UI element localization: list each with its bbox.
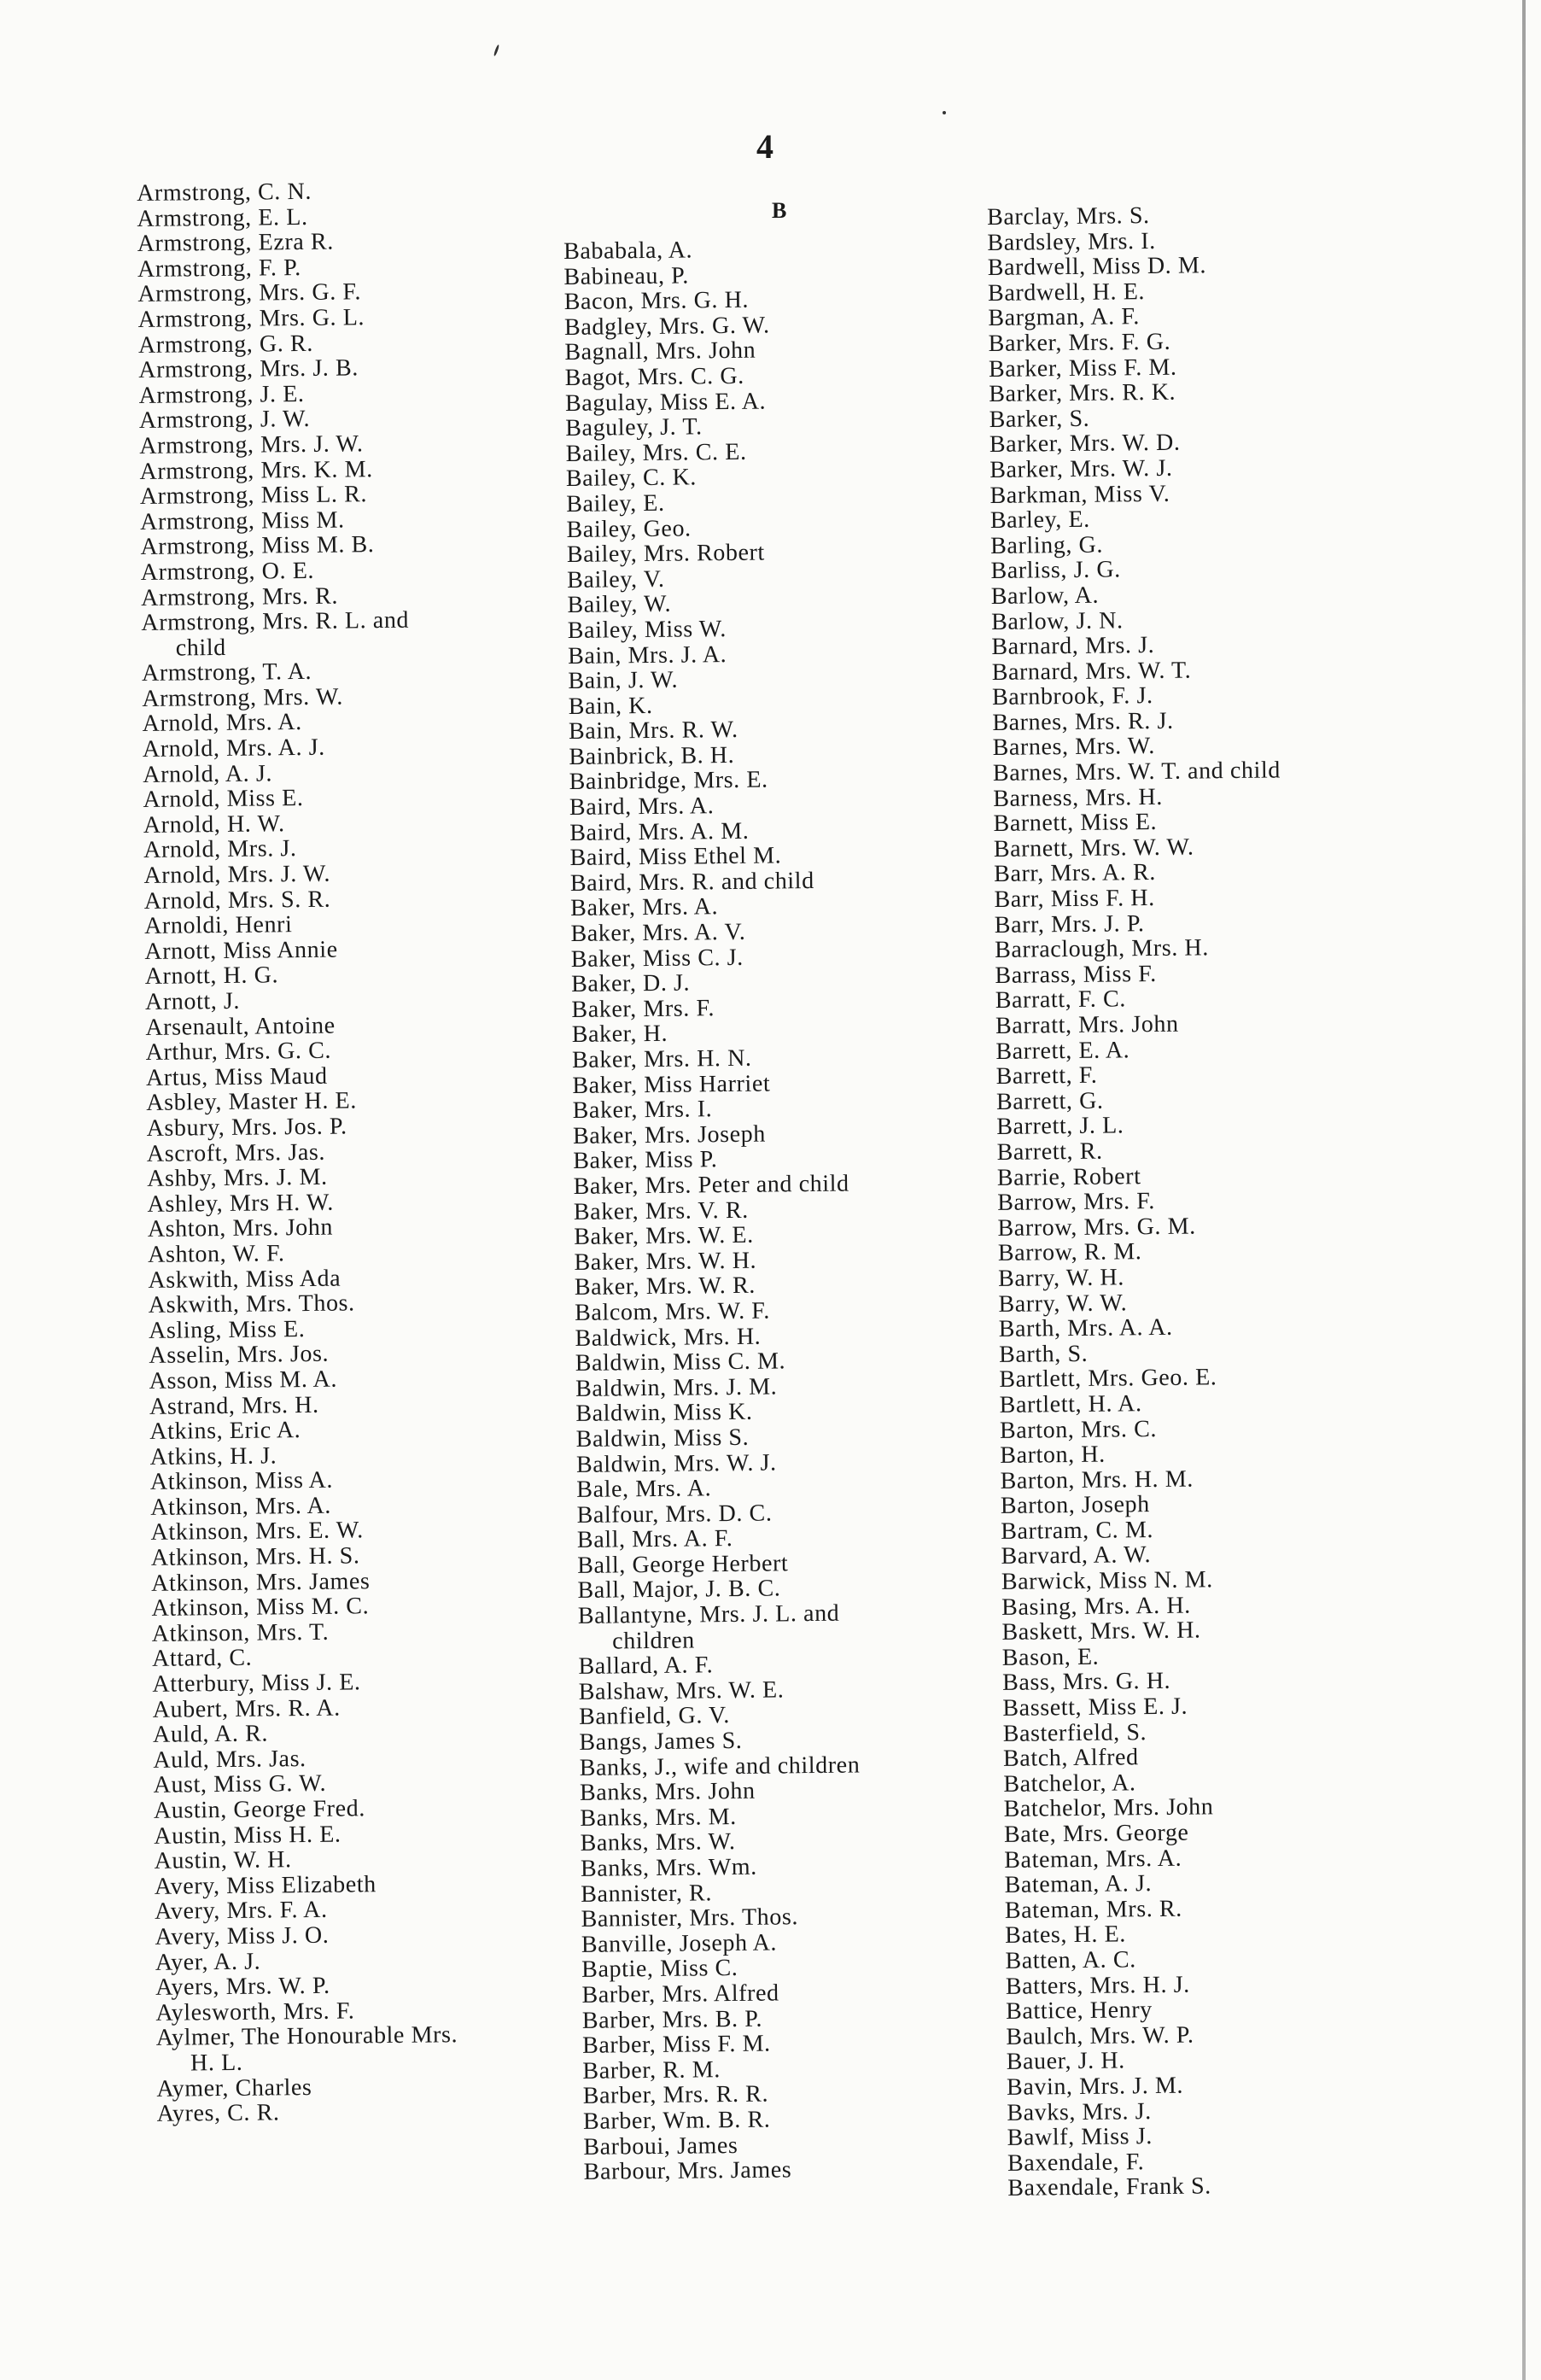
name-entry: Bardwell, Miss D. M. [987, 252, 1207, 282]
name-entry: Barvard, A. W. [1001, 1541, 1152, 1570]
name-entry: Arnold, Mrs. S. R. [143, 886, 331, 915]
name-entry: Baldwin, Miss C. M. [575, 1348, 786, 1377]
name-entry: Baker, Mrs. A. V. [570, 918, 746, 947]
name-entry: Baker, H. [571, 1020, 668, 1049]
name-entry: Baulch, Mrs. W. P. [1006, 2021, 1194, 2050]
name-entry: Avery, Mrs. F. A. [155, 1897, 328, 1926]
name-entry: children [612, 1627, 695, 1655]
scan-speck [943, 111, 946, 114]
name-entry: Barker, Mrs. W. D. [989, 429, 1181, 459]
name-entry: Arnott, J. [144, 987, 241, 1015]
name-entry: Bain, J. W. [568, 666, 679, 695]
name-entry: Battice, Henry [1005, 1997, 1153, 2026]
name-entry: Astrand, Mrs. H. [149, 1391, 319, 1420]
name-entry: Auld, Mrs. Jas. [153, 1745, 306, 1774]
name-entry: Barrow, Mrs. F. [997, 1188, 1155, 1217]
name-entry: Ayers, Mrs. W. P. [155, 1972, 330, 2002]
name-entry: Ball, George Herbert [577, 1550, 789, 1579]
name-entry: Barnes, Mrs. R. J. [992, 707, 1174, 736]
name-entry: Barrow, Mrs. G. M. [997, 1213, 1196, 1242]
name-entry: Armstrong, C. N. [136, 178, 312, 207]
name-entry: Baker, Mrs. A. [570, 893, 719, 922]
name-entry: Barlow, A. [990, 582, 1100, 610]
name-entry: Bauer, J. H. [1006, 2047, 1125, 2076]
name-entry: Avery, Miss Elizabeth [154, 1870, 376, 1900]
name-entry: Ascroft, Mrs. Jas. [146, 1138, 326, 1167]
name-entry: Batchelor, A. [1003, 1769, 1136, 1798]
name-entry: Artus, Miss Maud [145, 1062, 328, 1091]
name-entry: Askwith, Mrs. Thos. [148, 1289, 355, 1319]
name-entry: Barclay, Mrs. S. [986, 202, 1150, 231]
name-entry: Ashton, W. F. [148, 1240, 285, 1268]
name-entry: Armstrong, Miss M. B. [140, 531, 375, 561]
name-entry: Batchelor, Mrs. John [1003, 1793, 1214, 1823]
name-entry: Baldwick, Mrs. H. [575, 1323, 762, 1352]
name-entry: Baguley, J. T. [565, 413, 703, 442]
name-entry: Barrett, J. L. [996, 1112, 1124, 1141]
name-entry: Barrie, Robert [996, 1162, 1141, 1191]
name-entry: Barnett, Mrs. W. W. [993, 833, 1194, 863]
name-entry: Armstrong, O. E. [140, 557, 315, 586]
name-entry: Barry, W. H. [998, 1264, 1125, 1292]
name-entry: Banks, Mrs. John [579, 1777, 756, 1807]
name-entry: Bates, H. E. [1005, 1921, 1127, 1950]
name-entry: Batch, Alfred [1002, 1744, 1139, 1773]
name-entry: Asbury, Mrs. Jos. P. [146, 1113, 347, 1142]
name-entry: Baker, Mrs. W. E. [574, 1221, 754, 1251]
name-entry: Bavks, Mrs. J. [1007, 2097, 1152, 2126]
name-entry: Baker, Mrs. I. [572, 1096, 713, 1125]
name-entry: Ballantyne, Mrs. J. L. and [577, 1599, 840, 1629]
name-list [987, 202, 1295, 2201]
name-entry: Banks, Mrs. W. [580, 1828, 736, 1857]
name-entry: Auld, A. R. [152, 1720, 269, 1749]
name-entry: Baker, Mrs. W. H. [574, 1247, 757, 1276]
name-entry: Bailey, Mrs. Robert [566, 539, 766, 569]
name-entry: Barton, Mrs. C. [999, 1415, 1158, 1444]
name-entry: Ashley, Mrs H. W. [147, 1189, 335, 1218]
name-entry: Arnold, Mrs. J. [143, 835, 297, 864]
name-entry: Balcom, Mrs. W. F. [575, 1297, 771, 1326]
name-entry: Balshaw, Mrs. W. E. [578, 1676, 785, 1705]
name-entry: Barley, E. [989, 506, 1090, 535]
name-entry: Ashton, Mrs. John [147, 1214, 334, 1243]
name-entry: Banks, Mrs. Wm. [580, 1853, 757, 1882]
name-entry: Aymer, Charles [156, 2073, 312, 2102]
name-entry: Barry, W. W. [998, 1289, 1128, 1318]
name-entry: Bartlett, H. A. [999, 1390, 1142, 1418]
name-entry: Askwith, Miss Ada [148, 1265, 341, 1294]
name-entry: Barker, S. [989, 405, 1090, 433]
name-entry: Bannister, R. [581, 1879, 713, 1908]
name-entry: Baker, D. J. [570, 969, 691, 998]
name-entry: child [175, 634, 226, 662]
name-entry: Bain, Mrs. R. W. [568, 716, 738, 746]
name-entry: Bailey, Miss W. [567, 615, 727, 644]
name-entry: Baker, Mrs. W. R. [574, 1272, 756, 1301]
name-entry: Barbour, Mrs. James [583, 2156, 792, 2185]
name-entry: Armstrong, J. W. [138, 406, 311, 435]
name-entry: Barling, G. [990, 531, 1104, 559]
name-entry: Baldwin, Miss S. [575, 1424, 750, 1453]
name-entry: Barnes, Mrs. W. [992, 733, 1156, 762]
name-entry: Armstrong, Mrs. W. [142, 683, 344, 712]
name-entry: Ball, Major, J. B. C. [577, 1575, 781, 1605]
name-entry: Barth, Mrs. A. A. [998, 1313, 1173, 1343]
name-entry: Baird, Mrs. A. M. [569, 817, 750, 846]
name-entry: Ball, Mrs. A. F. [576, 1525, 733, 1554]
name-entry: Babineau, P. [563, 262, 690, 290]
name-entry: Arsenault, Antoine [145, 1012, 336, 1041]
name-entry: Baskett, Mrs. W. H. [1001, 1617, 1201, 1646]
name-entry: Arnott, H. G. [144, 962, 279, 991]
name-entry: Aylmer, The Honourable Mrs. [155, 2021, 458, 2052]
name-entry: Barkman, Miss V. [989, 480, 1170, 509]
name-entry: Bateman, Mrs. R. [1004, 1895, 1182, 1924]
name-entry: Barber, Wm. B. R. [582, 2106, 771, 2135]
name-entry: Atkinson, Mrs. A. [150, 1492, 332, 1521]
name-entry: Baker, Miss Harriet [572, 1070, 771, 1099]
name-entry: Ayer, A. J. [155, 1948, 261, 1976]
name-entry: Bason, E. [1001, 1643, 1100, 1671]
name-entry: Barraclough, Mrs. H. [994, 934, 1210, 964]
name-entry: Barber, Mrs. R. R. [582, 2080, 769, 2110]
name-entry: Arnold, A. J. [143, 760, 273, 788]
name-list [137, 178, 458, 2126]
name-column-3 [987, 202, 1295, 2201]
name-entry: Armstrong, Mrs. K. M. [139, 455, 373, 485]
name-entry: Arnoldi, Henri [143, 911, 293, 940]
name-entry: Bartlett, Mrs. Geo. E. [999, 1364, 1217, 1394]
name-list [563, 237, 864, 2185]
name-entry: Austin, Miss H. E. [154, 1821, 341, 1850]
name-entry: Barber, Miss F. M. [581, 2030, 771, 2060]
name-entry: Barrow, R. M. [997, 1238, 1142, 1267]
name-entry: Barr, Mrs. J. P. [994, 909, 1145, 939]
name-entry: Baird, Mrs. R. and child [569, 867, 814, 897]
name-entry: H. L. [190, 2049, 243, 2077]
name-entry: Bale, Mrs. A. [576, 1475, 712, 1504]
name-entry: Bailey, C. K. [565, 464, 698, 493]
name-entry: Baker, Miss P. [573, 1146, 718, 1175]
name-entry: Asson, Miss M. A. [149, 1365, 338, 1395]
name-entry: Barr, Mrs. A. R. [994, 859, 1157, 888]
name-entry: Bavin, Mrs. J. M. [1006, 2072, 1184, 2101]
name-entry: Barnett, Miss E. [993, 809, 1158, 838]
name-entry: Barness, Mrs. H. [993, 783, 1164, 812]
name-entry: Austin, George Fred. [153, 1795, 366, 1824]
name-entry: Baker, Mrs. V. R. [573, 1196, 749, 1225]
name-entry: Barber, R. M. [582, 2055, 721, 2085]
name-entry: Baird, Miss Ethel M. [569, 842, 782, 872]
section-letter: B [772, 198, 787, 223]
name-entry: Baker, Miss C. J. [570, 944, 744, 973]
name-entry: Ashby, Mrs. J. M. [147, 1163, 328, 1193]
name-entry: Barlow, J. N. [990, 606, 1124, 635]
name-entry: Bate, Mrs. George [1003, 1819, 1189, 1848]
name-entry: Bain, Mrs. J. A. [567, 640, 727, 670]
name-entry: Atkins, Eric A. [149, 1417, 301, 1446]
name-entry: Baker, Mrs. Joseph [572, 1120, 767, 1149]
name-entry: Barton, H. [1000, 1441, 1106, 1470]
name-entry: Barker, Miss F. M. [988, 354, 1177, 383]
name-entry: Arnold, Mrs. A. [142, 709, 302, 738]
name-entry: Bain, K. [568, 692, 653, 720]
name-entry: Barwick, Miss N. M. [1001, 1566, 1213, 1595]
name-entry: Barrett, G. [995, 1087, 1104, 1115]
name-entry: Aubert, Mrs. R. A. [152, 1694, 341, 1723]
name-entry: Atterbury, Miss J. E. [152, 1669, 361, 1698]
name-entry: Baldwin, Mrs. J. M. [575, 1373, 778, 1402]
name-entry: Banfield, G. V. [578, 1702, 731, 1731]
name-entry: Barr, Miss F. H. [994, 885, 1155, 913]
name-entry: Bangs, James S. [579, 1727, 743, 1756]
name-entry: Armstrong, Mrs. G. L. [137, 304, 365, 333]
name-entry: Aust, Miss G. W. [153, 1770, 327, 1799]
name-entry: Atkinson, Mrs. James [151, 1567, 371, 1597]
name-entry: Bardsley, Mrs. I. [987, 227, 1156, 256]
name-entry: Barker, Mrs. R. K. [989, 378, 1176, 408]
name-entry: Basterfield, S. [1002, 1718, 1147, 1747]
name-entry: Bagulay, Miss E. A. [564, 388, 767, 417]
name-entry: Barton, Joseph [1000, 1491, 1150, 1520]
name-entry: Bailey, E. [566, 489, 665, 518]
name-entry: Asbley, Master H. E. [146, 1087, 358, 1117]
name-entry: Batters, Mrs. H. J. [1005, 1971, 1190, 2000]
name-entry: Asling, Miss E. [148, 1315, 306, 1344]
name-entry: Bailey, V. [567, 565, 665, 594]
name-entry: Armstrong, Mrs. R. [140, 582, 339, 611]
name-entry: Barker, Mrs. W. J. [989, 454, 1173, 483]
name-entry: Bass, Mrs. G. H. [1001, 1668, 1171, 1697]
name-entry: Barber, Mrs. B. P. [581, 2005, 763, 2034]
name-entry: Asselin, Mrs. Jos. [149, 1341, 330, 1370]
name-entry: Barratt, Mrs. John [995, 1010, 1179, 1039]
name-entry: Armstrong, Mrs. R. L. and [141, 606, 410, 637]
name-entry: Baptie, Miss C. [581, 1955, 738, 1984]
name-entry: Barnard, Mrs. W. T. [991, 657, 1192, 686]
name-entry: Barker, Mrs. F. G. [988, 328, 1171, 357]
name-entry: Basing, Mrs. A. H. [1001, 1592, 1191, 1621]
name-entry: Baird, Mrs. A. [569, 792, 715, 822]
name-entry: Ballard, A. F. [578, 1652, 714, 1681]
name-entry: Atkinson, Miss A. [149, 1466, 334, 1496]
name-entry: Bagot, Mrs. C. G. [564, 362, 744, 391]
name-entry: Barliss, J. G. [990, 556, 1121, 585]
name-column-2 [563, 237, 864, 2185]
name-entry: Bababala, A. [563, 237, 693, 265]
name-entry: Badgley, Mrs. G. W. [563, 312, 770, 341]
name-entry: Atkinson, Mrs. H. S. [150, 1542, 360, 1571]
name-entry: Balfour, Mrs. D. C. [576, 1500, 773, 1529]
margin-scan-edge [1522, 0, 1526, 2380]
name-entry: Atkinson, Mrs. E. W. [150, 1517, 364, 1547]
name-entry: Barrett, F. [995, 1061, 1098, 1091]
name-entry: Barnard, Mrs. J. [991, 632, 1155, 661]
name-entry: Atkinson, Mrs. T. [151, 1618, 330, 1647]
name-entry: Armstrong, Ezra R. [137, 228, 335, 258]
name-entry: Bargman, A. F. [988, 303, 1141, 332]
name-entry: Bassett, Miss E. J. [1002, 1693, 1188, 1722]
name-entry: Banks, J., wife and children [579, 1751, 861, 1781]
name-entry: Avery, Miss J. O. [155, 1921, 330, 1950]
name-entry: Attard, C. [151, 1645, 253, 1673]
name-entry: Barratt, F. C. [995, 985, 1127, 1015]
name-entry: Arnold, Miss E. [143, 785, 304, 814]
name-entry: Barrett, R. [996, 1137, 1103, 1166]
name-entry: Bardwell, H. E. [987, 278, 1146, 307]
page-number: 4 [756, 127, 773, 166]
name-entry: Bainbridge, Mrs. E. [569, 766, 768, 796]
name-entry: Bailey, Mrs. C. E. [565, 438, 747, 467]
name-entry: Atkinson, Miss M. C. [151, 1593, 370, 1623]
name-entry: Bagnall, Mrs. John [564, 337, 756, 366]
name-entry: Arnold, Mrs. J. W. [143, 860, 331, 889]
name-entry: Aylesworth, Mrs. F. [155, 1997, 355, 2026]
name-entry: Armstrong, Miss L. R. [139, 481, 368, 511]
name-entry: Bawlf, Miss J. [1007, 2123, 1153, 2151]
name-entry: Armstrong, Mrs. J. W. [139, 430, 364, 459]
name-entry: Armstrong, G. R. [137, 330, 313, 359]
name-entry: Barnbrook, F. J. [991, 682, 1153, 711]
name-entry: Armstrong, T. A. [141, 658, 312, 687]
name-entry: Barboui, James [583, 2131, 738, 2161]
name-entry: Arthur, Mrs. G. C. [145, 1037, 332, 1067]
name-entry: Baxendale, Frank S. [1007, 2172, 1211, 2202]
name-entry: Armstrong, Mrs. G. F. [137, 278, 362, 308]
name-entry: Bailey, W. [567, 591, 672, 619]
scan-speck [493, 44, 500, 56]
name-entry: Arnold, H. W. [143, 810, 285, 839]
name-entry: Barber, Mrs. Alfred [581, 1979, 779, 2009]
name-entry: Baldwin, Miss K. [575, 1399, 753, 1428]
name-entry: Bainbrick, B. H. [569, 741, 735, 770]
name-entry: Armstrong, F. P. [137, 254, 301, 283]
name-entry: Banks, Mrs. M. [580, 1803, 737, 1832]
name-entry: Bailey, Geo. [566, 514, 692, 543]
name-entry: Batten, A. C. [1005, 1946, 1136, 1974]
name-entry: Baker, Mrs. Peter and child [573, 1170, 849, 1200]
name-entry: Armstrong, E. L. [137, 203, 308, 232]
name-entry: Baker, Mrs. H. N. [571, 1044, 752, 1073]
name-entry: Armstrong, J. E. [138, 380, 305, 409]
name-entry: Bateman, A. J. [1004, 1870, 1153, 1899]
name-entry: Arnott, Miss Annie [144, 936, 338, 965]
name-entry: Baldwin, Mrs. W. J. [575, 1448, 777, 1478]
name-entry: Austin, W. H. [154, 1846, 292, 1875]
name-entry: Atkins, H. J. [149, 1442, 277, 1471]
name-entry: Ayres, C. R. [156, 2099, 280, 2127]
name-entry: Barrett, E. A. [995, 1036, 1130, 1065]
name-entry: Baxendale, F. [1007, 2148, 1145, 2177]
name-entry: Bacon, Mrs. G. H. [563, 286, 750, 316]
name-entry: Bannister, Mrs. Thos. [581, 1903, 799, 1933]
name-entry: Barrass, Miss F. [995, 960, 1157, 989]
name-entry: Bartram, C. M. [1001, 1516, 1154, 1545]
name-entry: Barth, S. [998, 1340, 1089, 1368]
name-entry: Barnes, Mrs. W. T. and child [992, 757, 1281, 787]
name-entry: Armstrong, Miss M. [140, 506, 345, 535]
name-entry: Bateman, Mrs. A. [1004, 1845, 1182, 1874]
name-entry: Barton, Mrs. H. M. [1000, 1465, 1194, 1494]
name-column-1 [137, 178, 458, 2126]
name-entry: Baker, Mrs. F. [571, 995, 715, 1023]
name-entry: Banville, Joseph A. [581, 1929, 778, 1958]
name-entry: Armstrong, Mrs. J. B. [138, 354, 359, 384]
name-entry: Arnold, Mrs. A. J. [142, 734, 325, 763]
